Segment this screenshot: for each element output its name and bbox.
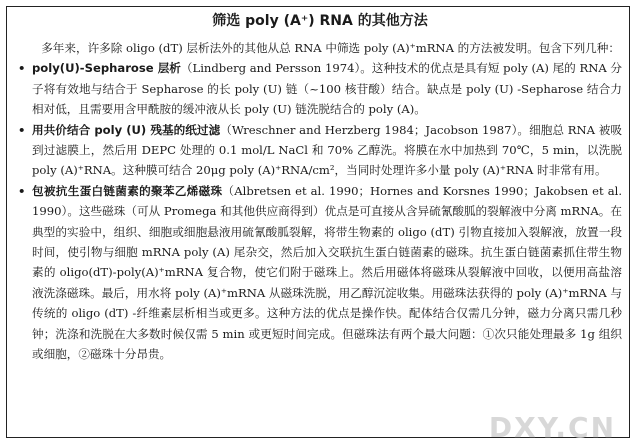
item-text: （Albretsen et al. 1990；Hornes and Korsnes 1990；Jakobsen et al. 1990）。这些磁珠（可从 Promega 和其他供应商得到）优点是可直接从含异硫氰酸胍的裂解液中分离 mRNA。在典型的实验中，组织、细胞或细胞悬液用硫氰酸胍裂解，将带生物素的 oligo (dT) 引物直接加入裂解液，放置一段时间，使引物与细胞 mRNA poly (A) 尾杂交，然后加入交联抗生蛋白链菌素的磁珠。抗生蛋白链菌素抓住带生物素的 oligo(dT)-poly(A)⁺mRNA 复合物，使它们附于磁珠上。然后用磁体将磁珠从裂解液中回收，以便用高盐溶液洗涤磁珠。最后，用水将 poly (A)⁺mRNA 从磁珠洗脱，用乙醇沉淀收集。用磁珠法获得的 poly (A)⁺mRNA 与传统的 oligo (dT) -纤维素层析相当或更多。这种方法的优点是操作快。配体结合仅需几分钟，磁力分离只需几秒钟；洗涤和洗脱在大多数时候仅需 5 min 或更短时间完成。但磁珠法有两个最大问题：①次只能处理最多 1g 组织或细胞，②磁珠十分昂贵。 [32, 183, 622, 362]
intro-paragraph: 多年来，许多除 oligo (dT) 层析法外的其他从总 RNA 中筛选 poly (A)⁺mRNA 的方法被发明。包含下列几种： [41, 41, 620, 55]
list-item-magnetic-beads [18, 181, 622, 365]
list-item-paper-filter [18, 120, 622, 181]
document-title: 筛选 poly (A⁺) RNA 的其他方法 [212, 13, 428, 29]
watermark: DXY.CN [488, 411, 616, 444]
item-heading: 用共价结合 poly (U) 残基的纸过滤 [32, 122, 221, 137]
bullet-icon: • [18, 61, 26, 76]
item-heading: poly(U)-Sepharose 层析 [32, 61, 181, 76]
document-body [18, 38, 622, 365]
bullet-icon: • [18, 183, 26, 198]
item-heading: 包被抗生蛋白链菌素的聚苯乙烯磁珠 [32, 183, 223, 198]
list-item-poly-u-sepharose [18, 58, 622, 119]
bullet-icon: • [18, 122, 26, 137]
item-text: （Lindberg and Persson 1974）。这种技术的优点是具有短 poly (A) 尾的 RNA 分子将有效地与结合于 Sepharose 的长 poly (U) 链（~100 核苷酸）结合。缺点是 poly (U) -Sepharose 结合力相对低，且需要用含甲酰胺的缓冲液从长 poly (U) 链洗脱结合的 poly (A)。 [32, 61, 622, 117]
item-text: （Wreschner and Herzberg 1984；Jacobson 1987）。细胞总 RNA 被吸到过滤膜上，然后用 DEPC 处理的 0.1 mol/L NaCl 和 70% 乙醇洗。将膜在水中加热到 70℃，5 min，以洗脱 poly (A)⁺RNA。这种膜可结合 20μg poly (A)⁺RNA/cm²，当同时处理许多小量 poly (A)⁺RNA 时非常有用。 [32, 122, 622, 178]
